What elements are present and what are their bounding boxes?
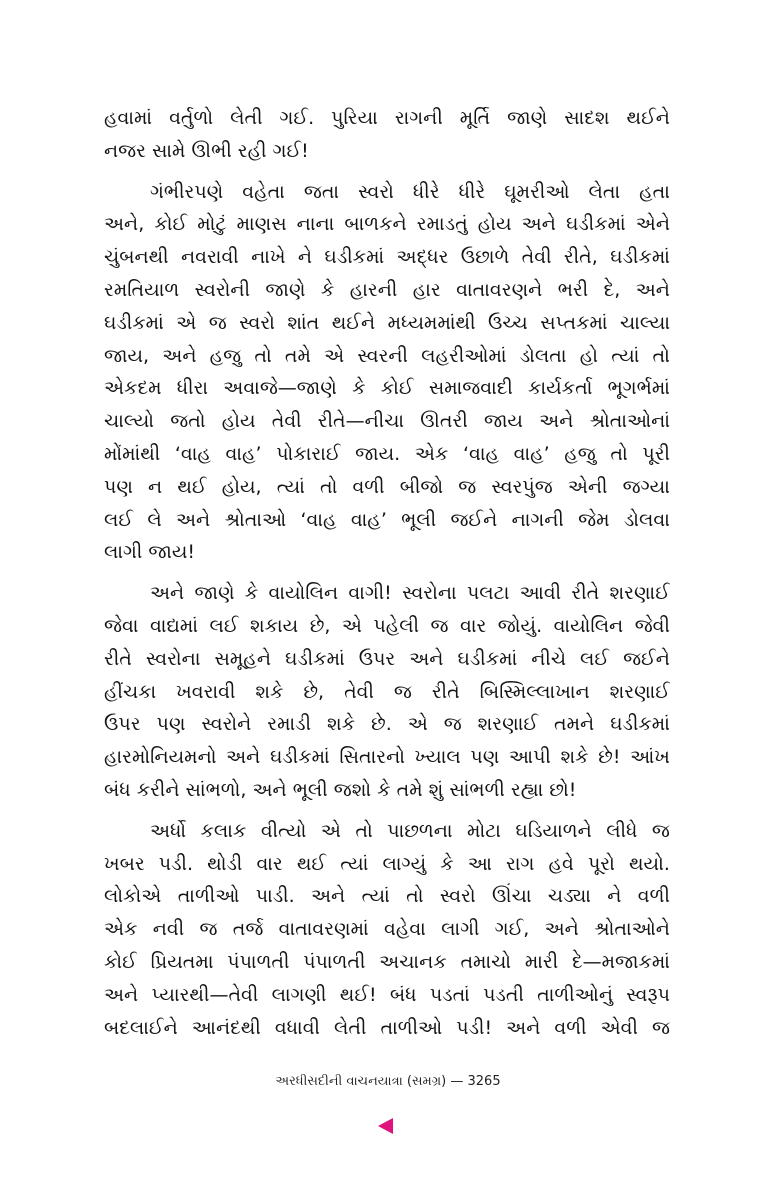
word: પહેલી [373, 614, 420, 637]
word: ડોલવા [623, 508, 670, 531]
word: તેવી [271, 410, 302, 433]
text-line [104, 504, 670, 537]
paragraph [104, 815, 670, 1045]
word: થોડી [207, 852, 243, 875]
word: અદ્ધર [396, 246, 449, 269]
word: રીતે, [563, 246, 598, 269]
word: એકદમ [104, 377, 162, 400]
word: એક [414, 442, 449, 465]
word: કોઈ [154, 213, 188, 236]
word: શકાય [249, 614, 299, 637]
word: અને [150, 582, 185, 605]
word: નવી [152, 918, 185, 941]
word: પૂરો [587, 852, 615, 875]
word: પણ [104, 475, 133, 498]
word: સમૂહને [214, 647, 271, 670]
word: રાગની [394, 107, 443, 129]
word: વાયોલિન [553, 614, 624, 637]
word: તો [254, 344, 272, 367]
word: ઉચ્ચ [488, 311, 528, 334]
word: આ [467, 852, 492, 875]
word: એક [104, 918, 138, 941]
word: સિતારનો [339, 746, 405, 769]
word: રીતે [431, 680, 460, 703]
word: તમે [284, 344, 311, 367]
word: રમાડી [267, 713, 312, 736]
word: અને [176, 508, 211, 531]
text-line [104, 241, 670, 274]
word: સ્વરો [239, 311, 275, 334]
word: અને [104, 983, 139, 1006]
word: રીતે—નીચા [317, 410, 405, 433]
word: ને [607, 885, 622, 908]
text-line [104, 880, 670, 913]
word: હોય [221, 410, 256, 433]
word: જગ્યા [622, 475, 670, 498]
word: ભૂલી [401, 508, 437, 531]
word: મધ્યમમાંથી [387, 311, 476, 334]
word: માણસ [236, 213, 287, 236]
word: પંપાળતી [227, 950, 290, 973]
text-line [104, 676, 670, 709]
word: કોઈ [104, 950, 137, 973]
word: અચાનક [379, 950, 447, 973]
paragraph [104, 577, 670, 807]
word: સ્વરોને [201, 713, 252, 736]
word: શકે [255, 680, 284, 703]
word: પાડી. [255, 885, 295, 908]
word: ઘડીકમાં [284, 647, 345, 670]
word: વહેવા [384, 918, 426, 941]
word: આવી [519, 582, 562, 605]
text-line [104, 307, 670, 340]
text-line [104, 708, 670, 741]
word: લહરીઓમાં [421, 344, 507, 367]
text-line [104, 372, 670, 405]
word: ચુંબનથી [104, 246, 169, 269]
word: જ [651, 1016, 670, 1039]
word: લોકોએ [104, 885, 162, 908]
word: લે [147, 508, 162, 531]
word: ઘડિયાળને [515, 819, 592, 842]
word: તાળીઓ [177, 885, 240, 908]
text-line [104, 643, 670, 676]
word: દે, [603, 278, 621, 301]
word: દે—મજાકમાં [571, 950, 670, 973]
word: વાહ’ [350, 508, 387, 531]
word: જ [443, 713, 462, 736]
word: બદલાઈને [104, 1016, 178, 1039]
word: ઘડીકમાં [610, 246, 670, 269]
word: લાગ્યું [382, 852, 427, 875]
word: થઈ [177, 475, 207, 498]
word: સ્વરોના [145, 647, 201, 670]
word: હારમોનિયમનો [104, 746, 217, 769]
word: પ્યારથી—તેવી [151, 983, 259, 1006]
word: વળી [637, 885, 670, 908]
word: જ [458, 475, 477, 498]
word: ચડ્યા [547, 885, 591, 908]
word: ત્યાં [340, 852, 369, 875]
text-line: બંધ કરીને સાંભળો, અને ભૂલી જશો કે તમે શું સાંભળી રહ્યા છો! [104, 778, 577, 801]
word: થયો. [628, 852, 670, 875]
word: સમાજવાદી [428, 377, 513, 400]
text-line [104, 979, 670, 1012]
word: વાર [256, 852, 283, 875]
word: એ [324, 344, 345, 367]
word: મોટા [467, 819, 501, 842]
word: આનંદથી [191, 1016, 261, 1039]
word: જ [651, 819, 670, 842]
paragraph-gap [104, 807, 670, 815]
word: કે [244, 582, 259, 605]
word: ઊતરી [420, 410, 468, 433]
word: ‘વાહ [462, 442, 499, 465]
word: હવે [548, 852, 574, 875]
word: બિસ્મિલ્લાખાન [479, 680, 590, 703]
text-line [104, 274, 670, 307]
word: ડોલતા [519, 344, 567, 367]
word: ઊંચા [492, 885, 532, 908]
word: સ્વરની [357, 344, 408, 367]
word: લઈ [104, 508, 134, 531]
word: જાય. [355, 442, 401, 465]
word: વાર [460, 614, 487, 637]
word: રાગ [506, 852, 535, 875]
word: હીંચકા [104, 680, 157, 703]
word: હારની [349, 278, 398, 301]
word: ને [297, 246, 313, 269]
word: ઘડીકમાં [565, 213, 626, 236]
word: ઘડીકમાં [324, 246, 385, 269]
word: થઈને [626, 107, 670, 129]
word: હાર [412, 278, 441, 301]
word: અને [226, 746, 261, 769]
word: જઈને [450, 508, 498, 531]
word: થઈ [296, 852, 327, 875]
word: હતા [639, 180, 670, 203]
word: અને [409, 647, 444, 670]
text-line [104, 577, 670, 610]
word: અને [506, 1016, 541, 1039]
word: કે [320, 278, 335, 301]
word: નીચે [531, 647, 567, 670]
word: ઘડીકમાં [610, 713, 670, 736]
word: લેતા [588, 180, 621, 203]
word: મારી [524, 950, 559, 973]
word: ચાલ્યો [104, 410, 155, 433]
paragraph-gap [104, 569, 670, 577]
page-footer [0, 1074, 776, 1089]
word: કોઈ [380, 377, 414, 400]
footer-book-title: અરધીસદીની વાચનયાત્રા (સમગ્ર) [275, 1074, 447, 1089]
word: બંધ [389, 983, 417, 1006]
word: જોયું. [497, 614, 543, 637]
word: ઉછાળે [460, 246, 510, 269]
word: જાણે [265, 278, 306, 301]
word: એ [320, 819, 341, 842]
word: પડી! [456, 1016, 493, 1039]
word: એને [635, 213, 670, 236]
word: જ [393, 680, 412, 703]
word: સપ્તકમાં [540, 311, 608, 334]
word: અવાજે—જાણે [223, 377, 337, 400]
word: શ્રોતાઓ [224, 508, 287, 531]
word: વાહ’ [513, 442, 550, 465]
word: ઉપર [358, 647, 396, 670]
word: ઉપર [104, 713, 141, 736]
body-text [104, 102, 670, 1044]
word: ઘડીકમાં [269, 746, 330, 769]
word: પુરિયા [331, 107, 378, 129]
text-line [104, 102, 670, 135]
text-line [104, 610, 670, 643]
word: રીતે [571, 582, 600, 605]
word: હજુ [564, 442, 596, 465]
word: અને, [104, 213, 145, 236]
word: હોય [477, 213, 512, 236]
word: જઈને [623, 647, 670, 670]
word: અને [162, 344, 197, 367]
word: સ્વરૂપ [626, 983, 670, 1006]
word: મોંમાંથી [104, 442, 161, 465]
word: ચાલ્યા [620, 311, 670, 334]
word: વાતાવરણને [456, 278, 543, 301]
word: એની [567, 475, 608, 498]
word: નાગની [511, 508, 564, 531]
text-line [104, 913, 670, 946]
word: જેમ [578, 508, 610, 531]
word: અર્ધો [150, 819, 187, 842]
word: મોટું [197, 213, 227, 236]
word: અને [539, 410, 574, 433]
word: ત્યાં [611, 344, 640, 367]
word: ‘વાહ [300, 508, 337, 531]
word: સ્વરોના [402, 582, 457, 605]
word: પાછળના [387, 819, 453, 842]
word: રમતિયાળ [104, 278, 180, 301]
word: જેવી [634, 614, 670, 637]
word: પડી. [158, 852, 194, 875]
text-line [104, 176, 670, 209]
word: ‘વાહ [174, 442, 211, 465]
word: ત્યાં [361, 885, 390, 908]
word: શરણાઈ [609, 680, 670, 703]
word: જ [208, 311, 227, 334]
word: ધીરે [458, 180, 486, 203]
word: જ [430, 614, 449, 637]
word: મૂર્તિ [459, 107, 491, 129]
text-line [104, 946, 670, 979]
word: તેવી [521, 246, 552, 269]
word: સ્વરપુંજ [491, 475, 553, 498]
word: તો [406, 885, 424, 908]
word: ખ્યાલ [414, 746, 461, 769]
word: વાતાવરણમાં [278, 918, 369, 941]
word: થઈ! [339, 983, 377, 1006]
word: અને [521, 213, 556, 236]
word: પંપાળતી [303, 950, 366, 973]
word: પ્રિયતમા [150, 950, 214, 973]
word: જાય [483, 410, 523, 433]
word: તર્જ [232, 918, 264, 941]
word: શાંત [287, 311, 320, 334]
paragraph-gap [104, 168, 670, 176]
word: બાળકને [344, 213, 407, 236]
word: ઘૂમરીઓ [504, 180, 570, 203]
word: ધીરે [412, 180, 440, 203]
word: એ [176, 311, 197, 334]
word: તો [610, 442, 628, 465]
word: ભૂગર્ભમાં [607, 377, 670, 400]
word: થઈને [331, 311, 376, 334]
word: શકે [560, 746, 589, 769]
word: તાળીઓનું [537, 983, 613, 1006]
word: વાહ’ [225, 442, 262, 465]
word: છે. [371, 713, 392, 736]
text-line [104, 340, 670, 373]
paragraph [104, 176, 670, 570]
word: છે, [309, 614, 331, 637]
word: છે! [598, 746, 621, 769]
word: ગઈ. [279, 107, 315, 129]
word: લીધે [606, 819, 638, 842]
word: એ [407, 713, 428, 736]
word: રમાડતું [416, 213, 468, 236]
word: વીત્યો [260, 819, 307, 842]
word: અને [635, 278, 670, 301]
word: જતા [303, 180, 340, 203]
word: આંખ [630, 746, 670, 769]
word: ગંભીરપણે [150, 180, 224, 203]
word: સ્વરોની [194, 278, 250, 301]
word: તેવી [344, 680, 374, 703]
word: સ્વરો [358, 180, 394, 203]
word: તો [652, 344, 670, 367]
word: હો [579, 344, 598, 367]
text-line: લાગી જાય! [104, 541, 196, 564]
word: રીતે [104, 647, 132, 670]
word: ઘડીકમાં [104, 311, 164, 334]
word: જતો [170, 410, 206, 433]
word: પડતી [483, 983, 524, 1006]
word: ખવરાવી [176, 680, 236, 703]
word: અને [544, 918, 579, 941]
text-line [104, 208, 670, 241]
word: નાખે [251, 246, 286, 269]
word: ખબર [104, 852, 145, 875]
text-line [104, 438, 670, 471]
word: એવી [600, 1016, 638, 1039]
word: જાણે [507, 107, 548, 129]
footer-page-number: 3265 [467, 1074, 501, 1089]
word: વાગી! [348, 582, 392, 605]
word: વર્તુળો [169, 107, 214, 129]
word: વાદ્યમાં [149, 614, 198, 637]
word: બીજો [399, 475, 444, 498]
word: વળી [554, 1016, 587, 1039]
word: ન [148, 475, 163, 498]
word: સાદશ [564, 107, 610, 129]
word: શકે [327, 713, 356, 736]
word: જેવા [104, 614, 139, 637]
word: અને [311, 885, 346, 908]
text-line [104, 471, 670, 504]
word: શ્રોતાઓનાં [589, 410, 670, 433]
word: હજુ [209, 344, 242, 367]
word: લાગી [441, 918, 480, 941]
word: પૂરી [642, 442, 670, 465]
word: પોકારાઈ [276, 442, 341, 465]
word: ત્યાં [276, 475, 305, 498]
word: કલાક [200, 819, 247, 842]
word: તો [319, 475, 338, 498]
word: પણ [156, 713, 186, 736]
word: નવરાવી [180, 246, 239, 269]
word: લઈ [209, 614, 239, 637]
previous-page-arrow-icon[interactable] [378, 1118, 393, 1134]
word: જાય, [104, 344, 150, 367]
word: પલટા [466, 582, 510, 605]
word: હોય, [221, 475, 262, 498]
text-line [104, 405, 670, 438]
word: નાના [296, 213, 335, 236]
word: એ [341, 614, 362, 637]
word: છે, [303, 680, 325, 703]
word: આપી [508, 746, 551, 769]
text-line [104, 741, 670, 774]
text-line [104, 815, 670, 848]
text-line [104, 1012, 670, 1045]
word: ધીરા [176, 377, 209, 400]
word: ભરી [557, 278, 589, 301]
word: લઈ [580, 647, 610, 670]
word: ઘડીકમાં [457, 647, 518, 670]
text-line: નજર સામે ઊભી રહી ગઈ! [104, 139, 309, 162]
word: વળી [352, 475, 385, 498]
word: લેતી [230, 107, 263, 129]
word: પડતાં [429, 983, 470, 1006]
text-line [104, 848, 670, 881]
word: કે [440, 852, 454, 875]
word: ગઈ, [494, 918, 530, 941]
word: સ્વરો [439, 885, 476, 908]
word: કે [352, 377, 366, 400]
word: શરણાઈ [609, 582, 670, 605]
word: લાગણી [271, 983, 327, 1006]
word: શરણાઈ [477, 713, 539, 736]
word: પણ [470, 746, 500, 769]
word: હવામાં [104, 107, 153, 129]
word: વહેતા [242, 180, 285, 203]
footer-separator: — [450, 1074, 464, 1089]
word: તમાચો [460, 950, 512, 973]
word: તો [355, 819, 373, 842]
word: વધાવી [274, 1016, 320, 1039]
word: જાણે [194, 582, 235, 605]
paragraph [104, 102, 670, 168]
word: લેતી [334, 1016, 367, 1039]
word: વાયોલિન [268, 582, 339, 605]
word: તાળીઓ [380, 1016, 443, 1039]
word: કાર્યકર્તા [528, 377, 593, 400]
word: શ્રોતાઓને [594, 918, 670, 941]
word: તમને [553, 713, 595, 736]
word: જ [199, 918, 218, 941]
